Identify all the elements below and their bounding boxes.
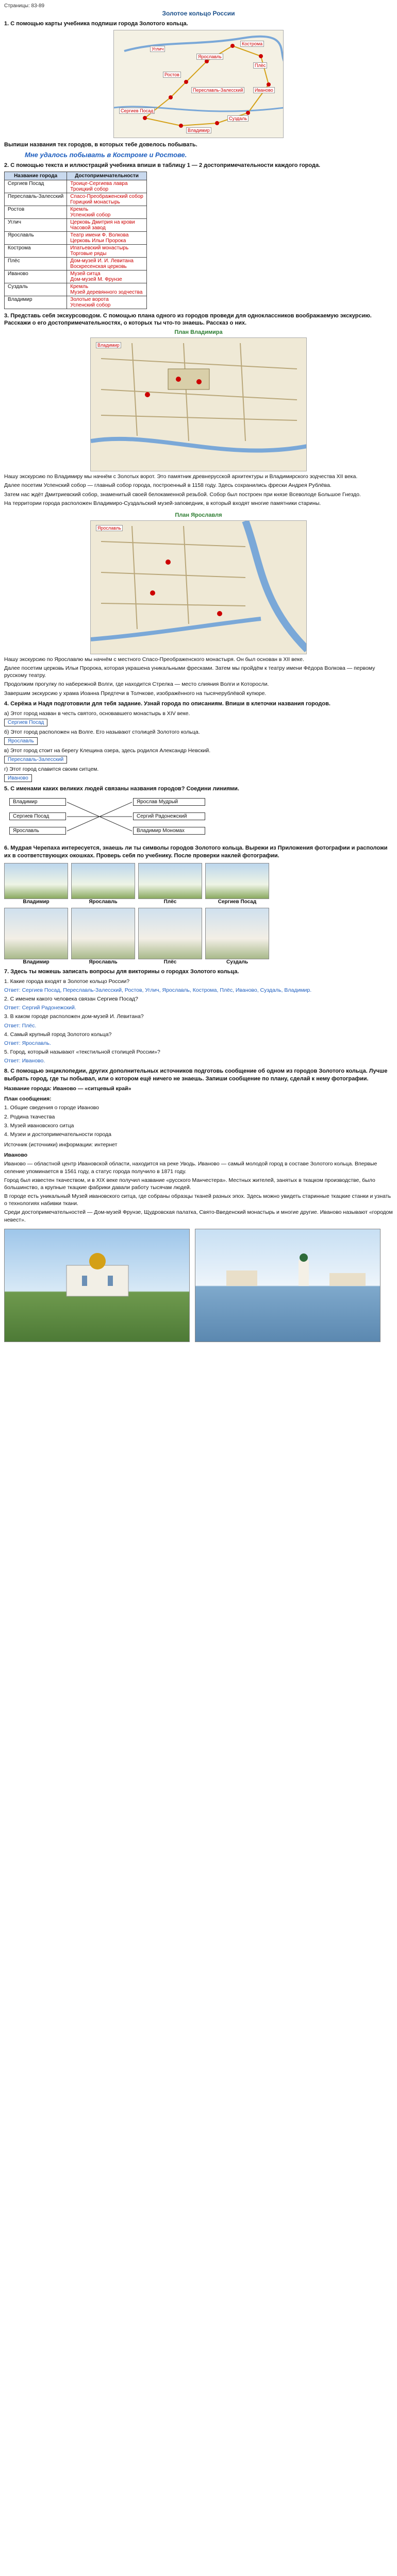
excursion-paragraph: Завершим экскурсию у храма Иоанна Предтечи в Толчкове, изображённого на тысячерублёвой купюре. [4, 690, 267, 697]
report-body [4, 1160, 393, 1223]
table-cell-city: Иваново [5, 270, 67, 283]
sight-item: Ипатьевский монастырь [70, 245, 129, 251]
excursion-paragraph: Далее посетим церковь Ильи Пророка, которая украшена уникальными фресками. Затем мы пройдём к театру имени Фёдора Волкова — первому русскому театру. [4, 665, 375, 679]
symbol-label: Владимир [23, 959, 49, 965]
report-photos [4, 1229, 393, 1342]
table-row [5, 193, 147, 206]
map-label-ivanovo: Иваново [253, 87, 275, 93]
photo-river-drawing [195, 1229, 381, 1343]
table-cell-city: Ростов [5, 206, 67, 218]
match-lines [4, 795, 210, 841]
quiz-question: 3. В каком городе расположен дом-музей И. Левитана? [4, 1013, 144, 1020]
symbols-row [4, 908, 272, 965]
plan-yaroslavl [90, 520, 307, 654]
task8-text: 8. С помощью энциклопедии, других дополнительных источников подготовь сообщение об одном из городов Золотого кольца. Лучше выбрать город, где ты побывал, или о котором ещё ничего не знаешь. Запиши сообщение по плану, сделай к нему фотографии. [4, 1068, 388, 1082]
photo-river-town [195, 1229, 381, 1342]
riddle-question: б) Этот город расположен на Волге. Его называют столицей Золотого кольца. [4, 728, 200, 735]
task1-answer: Мне удалось побывать в Костроме и Ростове. [25, 150, 187, 159]
sight-item: Церковь Дмитрия на крови [70, 219, 135, 225]
table-cell-sights [67, 283, 147, 296]
report-plan [4, 1104, 393, 1138]
task7-text: 7. Здесь ты можешь записать вопросы для викторины о городах Золотого кольца. [4, 968, 239, 975]
quiz-answer: Ответ: Плёс. [4, 1022, 37, 1029]
riddle-question: а) Этот город назван в честь святого, основавшего монастырь в XIV веке. [4, 710, 190, 717]
table-row [5, 206, 147, 218]
sight-item: Кремль [70, 206, 89, 212]
col-city: Название города [5, 172, 67, 180]
person-box-sergiy: Сергий Радонежский [133, 812, 205, 820]
sight-item: Троицкий собор [70, 186, 109, 192]
task4-text: 4. Серёжа и Надя подготовили для тебя задание. Узнай города по описаниям. Впиши в клеточки названия городов. [4, 700, 330, 707]
riddle-question: г) Этот город славится своим ситцем. [4, 766, 99, 773]
page-title: Золотое кольцо России [162, 10, 235, 17]
table-cell-sights [67, 257, 147, 270]
table-cell-sights [67, 231, 147, 244]
riddle-item [4, 710, 293, 726]
vladimir-plan-label: Владимир [96, 342, 121, 348]
sight-item: Золотые ворота [70, 296, 109, 302]
symbol-cell [205, 908, 269, 965]
quiz-answer: Ответ: Сергий Радонежский. [4, 1005, 76, 1011]
quiz-question: 4. Самый крупный город Золотого кольца? [4, 1031, 112, 1038]
city-box-yaroslavl: Ярославль [9, 827, 66, 835]
sight-item: Музей деревянного зодчества [70, 289, 143, 295]
symbol-cell [138, 863, 202, 905]
table-cell-city: Суздаль [5, 283, 67, 296]
map-label-rostov: Ростов [163, 72, 181, 78]
task5-text: 5. С именами каких великих людей связаны названия городов? Соедини линиями. [4, 786, 239, 792]
map-label-vladimir: Владимир [186, 127, 211, 133]
table-row [5, 231, 147, 244]
symbol-cell [71, 863, 135, 905]
vladimir-excursion-text [4, 473, 393, 507]
symbol-cell [71, 908, 135, 965]
excursion-paragraph: Нашу экскурсию по Владимиру мы начнём с Золотых ворот. Это памятник древнерусской архитектуры и Владимирского зодчества XII века. [4, 473, 358, 480]
excursion-paragraph: Далее посетим Успенский собор — главный собор города, построенный в 1158 году. Здесь сохранились фрески Андрея Рублёва. [4, 482, 332, 489]
table-cell-city: Переславль-Залесский [5, 193, 67, 206]
table-cell-city: Сергиев Посад [5, 180, 67, 193]
symbol-label: Владимир [23, 899, 49, 905]
sight-item: Часовой завод [70, 225, 106, 231]
yaroslavl-excursion-text [4, 656, 393, 697]
table-cell-sights [67, 270, 147, 283]
symbol-label: Суздаль [226, 959, 249, 965]
table-cell-sights [67, 206, 147, 218]
symbol-label: Плёс [163, 899, 177, 905]
sight-item: Дом-музей И. И. Левитана [70, 258, 134, 264]
quiz-question: 1. Какие города входят в Золотое кольцо России? [4, 978, 130, 985]
excursion-paragraph: На территории города расположен Владимиро-Суздальский музей-заповедник, в который входят многие памятники старины. [4, 500, 321, 506]
table-cell-city: Кострома [5, 244, 67, 257]
photo-monastery-drawing [5, 1229, 190, 1343]
report-plan-item: 4. Музеи и достопримечательности города [4, 1131, 111, 1138]
table-row [5, 244, 147, 257]
table-row [5, 283, 147, 296]
table-row [5, 296, 147, 309]
map-label-suzdal: Суздаль [227, 115, 249, 122]
sight-item: Успенский собор [70, 302, 111, 308]
golden-ring-map [113, 30, 284, 138]
map-label-ples: Плёс [253, 62, 267, 69]
symbol-cell [4, 908, 68, 965]
vladimir-plan-drawing [91, 338, 307, 471]
city-box-vladimir: Владимир [9, 798, 66, 806]
sights-table-body [5, 180, 147, 309]
task1-text: 1. С помощью карты учебника подпиши города Золотого кольца. [4, 21, 188, 27]
symbol-cell [4, 863, 68, 905]
symbol-cell [205, 863, 269, 905]
symbol-cell [138, 908, 202, 965]
riddle-item [4, 728, 293, 745]
report-paragraph: Иваново — областной центр Ивановской области, находится на реке Уводь. Иваново — самый молодой город в составе Золотого кольца. Впервые селение упоминается в 1561 году, а статус города получило в 1871 году. [4, 1161, 377, 1175]
symbol-label: Сергиев Посад [218, 899, 257, 905]
sight-item: Дом-музей М. Фрунзе [70, 276, 122, 282]
report-plan-item: 3. Музей ивановского ситца [4, 1122, 74, 1129]
symbol-photo [205, 863, 269, 899]
riddle-answer: Ярославль [4, 737, 38, 745]
symbol-photo [138, 863, 202, 899]
plan-yaroslavl-caption: План Ярославля [175, 512, 222, 518]
riddle-answer: Иваново [4, 774, 32, 782]
sight-item: Театр имени Ф. Волкова [70, 232, 129, 238]
task4-items [4, 710, 293, 783]
symbol-photo [4, 908, 68, 959]
symbol-photo [205, 908, 269, 959]
symbol-photo [138, 908, 202, 959]
report-plan-title: План сообщения: [4, 1096, 52, 1103]
yaroslavl-plan-drawing [91, 521, 307, 654]
map-label-yaroslavl: Ярославль [196, 54, 223, 60]
table-cell-sights [67, 244, 147, 257]
sight-item: Горицкий монастырь [70, 199, 120, 205]
sight-item: Церковь Ильи Пророка [70, 238, 126, 244]
table-cell-city: Углич [5, 218, 67, 231]
table-row [5, 270, 147, 283]
report-plan-item: 1. Общие сведения о городе Иваново [4, 1105, 99, 1111]
riddle-item [4, 747, 293, 764]
symbol-photo [71, 863, 135, 899]
task1-question: Выпиши названия тех городов, в которых тебе довелось побывать. [4, 141, 197, 148]
table-cell-city: Плёс [5, 257, 67, 270]
quiz-answer: Ответ: Сергиев Посад, Переславль-Залесский, Ростов, Углич, Ярославль, Кострома, Плёс, Иваново, Суздаль, Владимир. [4, 987, 312, 993]
report-city: Название города: Иваново — «ситцевый край» [4, 1086, 131, 1092]
symbol-label: Ярославль [89, 959, 118, 965]
report-title: Иваново [4, 1152, 28, 1159]
symbol-label: Ярославль [89, 899, 118, 905]
person-box-yaroslav: Ярослав Мудрый [133, 798, 205, 806]
table-cell-sights [67, 193, 147, 206]
photo-monastery [4, 1229, 190, 1342]
quiz-question: 5. Город, который называют «текстильной столицей России»? [4, 1049, 160, 1056]
sight-item: Воскресенская церковь [70, 263, 127, 269]
symbol-label: Плёс [163, 959, 177, 965]
quiz-question: 2. С именем какого человека связан Сергиев Посад? [4, 996, 138, 1003]
table-row [5, 180, 147, 193]
task6-text: 6. Мудрая Черепаха интересуется, знаешь ли ты символы городов Золотого кольца. Вырежи из Приложения фотографии и расположи их в соответствующих окошках. Проверь себя по учебнику. После проверки наклей фотографии. [4, 845, 388, 859]
table-row [5, 218, 147, 231]
riddle-answer: Сергиев Посад [4, 719, 47, 726]
plan-vladimir-caption: План Владимира [174, 329, 223, 336]
report-paragraph: В городе есть уникальный Музей ивановского ситца, где собраны образцы тканей разных эпох. Здесь можно увидеть старинные ткацкие станки и узнать о технологиях набивки ткани. [4, 1193, 391, 1207]
report-paragraph: Город был известен ткачеством, и в XIX веке получил название «русского Манчестера». Местных жителей, занятых в ткацком производстве, было большинство, а крупные ткацкие фабрики давали работу тысячам людей. [4, 1177, 375, 1191]
sight-item: Успенский собор [70, 212, 111, 218]
table-cell-city: Ярославль [5, 231, 67, 244]
sight-item: Торговые ряды [70, 250, 107, 257]
table-cell-sights [67, 296, 147, 309]
sights-table [4, 172, 147, 309]
city-box-sergiev: Сергиев Посад [9, 812, 66, 820]
excursion-paragraph: Нашу экскурсию по Ярославлю мы начнём с местного Спасо-Преображенского монастыря. Он был основан в XII веке. [4, 656, 304, 663]
symbols-grid [4, 863, 272, 965]
symbol-photo [4, 863, 68, 899]
page-range: Страницы: 83-89 [4, 3, 45, 9]
quiz-answer: Ответ: Иваново. [4, 1058, 45, 1064]
map-label-kostroma: Кострома [240, 41, 264, 47]
table-cell-sights [67, 180, 147, 193]
col-sights: Достопримечательности [67, 172, 147, 180]
report-sources: Источник (источники) информации: интернет [4, 1142, 118, 1148]
map-label-pereslavl: Переславль-Залесский [191, 87, 244, 93]
yaroslavl-plan-label: Ярославль [96, 525, 123, 531]
table-cell-sights [67, 218, 147, 231]
sight-item: Спасо-Преображенский собор [70, 193, 143, 199]
table-cell-city: Владимир [5, 296, 67, 309]
person-box-vladimir: Владимир Мономах [133, 827, 205, 835]
report-plan-item: 2. Родина ткачества [4, 1113, 55, 1120]
riddle-answer: Переславль-Залесский [4, 756, 67, 764]
report-paragraph: Среди достопримечательностей — Дом-музей Фрунзе, Щудровская палатка, Свято-Введенский монастырь и многие другие. Иваново называют «городом невест». [4, 1209, 393, 1223]
sight-item: Троице-Сергиева лавра [70, 180, 128, 187]
table-row [5, 257, 147, 270]
quiz-items [4, 978, 393, 1065]
riddle-question: в) Этот город стоит на берегу Клещина озера, здесь родился Александр Невский. [4, 747, 211, 754]
map-label-uglich: Углич [150, 46, 165, 52]
plan-vladimir [90, 337, 307, 471]
riddle-item [4, 766, 293, 782]
map-label-sergiev-posad: Сергиев Посад [119, 108, 155, 114]
symbols-row [4, 863, 272, 905]
task5-matching [4, 795, 210, 841]
sight-item: Музей ситца [70, 270, 101, 277]
task3-text: 3. Представь себя экскурсоводом. С помощью плана одного из городов проведи для одноклассников воображаемую экскурсию. Расскажи о его достопримечательностях, о которых ты что-то знаешь. Рассказ о них. [4, 312, 372, 327]
sight-item: Кремль [70, 283, 89, 290]
task2-text: 2. С помощью текста и иллюстраций учебника впиши в таблицу 1 — 2 достопримечательности каждого города. [4, 162, 321, 168]
quiz-answer: Ответ: Ярославль. [4, 1040, 51, 1046]
symbol-photo [71, 908, 135, 959]
excursion-paragraph: Продолжим прогулку по набережной Волги, где находится Стрелка — место слияния Волги и Которосли. [4, 681, 269, 688]
excursion-paragraph: Затем нас ждёт Дмитриевский собор, знаменитый своей белокаменной резьбой. Собор был построен при князе Всеволоде Большое Гнездо. [4, 491, 361, 498]
